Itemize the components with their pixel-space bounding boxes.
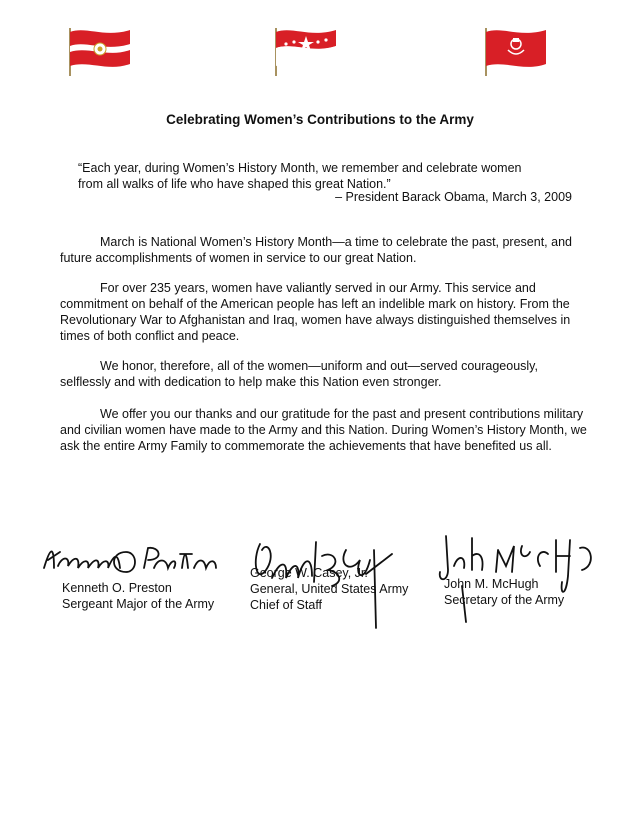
- paragraph: [60, 406, 590, 454]
- signer-title: Secretary of the Army: [444, 593, 565, 607]
- paragraph-text: We offer you our thanks and our gratitude for the past and present contributions military and civilian women have made to the Army and this Nation. During Women’s History Month, we ask the entire Army Family to commemorate the achievements that have benefited us all.: [60, 407, 587, 453]
- quote-line: from all walks of life who have shaped this great Nation.”: [78, 177, 391, 191]
- paragraph-text: We honor, therefore, all of the women—uniform and out—served courageously, selflessly and with dedication to help make this Nation even stronger.: [60, 359, 538, 389]
- signer-name: John M. McHugh: [444, 577, 539, 591]
- sergeant-major-flag-icon: [64, 24, 136, 78]
- quote-attribution: – President Barack Obama, March 3, 2009: [335, 190, 572, 204]
- paragraph: [60, 234, 590, 266]
- signer-title: General, United States Army: [250, 582, 409, 596]
- paragraph-text: For over 235 years, women have valiantly served in our Army. This service and commitment on behalf of the American people has left an indelible mark on history. From the Revolutionary War to Afghanistan and Iraq, women have always distinguished themselves in times of both conflict and peace.: [60, 281, 571, 343]
- secretary-flag-icon: [480, 24, 552, 78]
- signer-name: George W. Casey, Jr.: [250, 566, 368, 580]
- signer-title-line2: Chief of Staff: [250, 598, 323, 612]
- signer-title: Sergeant Major of the Army: [62, 597, 215, 611]
- signature-preston: [40, 538, 220, 582]
- signature-block-casey: [250, 565, 408, 613]
- paragraph: [60, 280, 590, 344]
- quote-line: “Each year, during Women’s History Month, we remember and celebrate women: [78, 161, 522, 175]
- signer-name: Kenneth O. Preston: [62, 581, 172, 595]
- letter-title: Celebrating Women’s Contributions to the Army: [166, 112, 474, 127]
- quote: [78, 160, 578, 192]
- chief-of-staff-flag-icon: [270, 24, 342, 78]
- paragraph: [60, 358, 590, 390]
- paragraph-text: March is National Women’s History Month—a time to celebrate the past, present, and future accomplishments of women in service to our great Nation.: [60, 235, 572, 265]
- signature-block-preston: [62, 580, 214, 612]
- signature-block-mchugh: [444, 576, 564, 608]
